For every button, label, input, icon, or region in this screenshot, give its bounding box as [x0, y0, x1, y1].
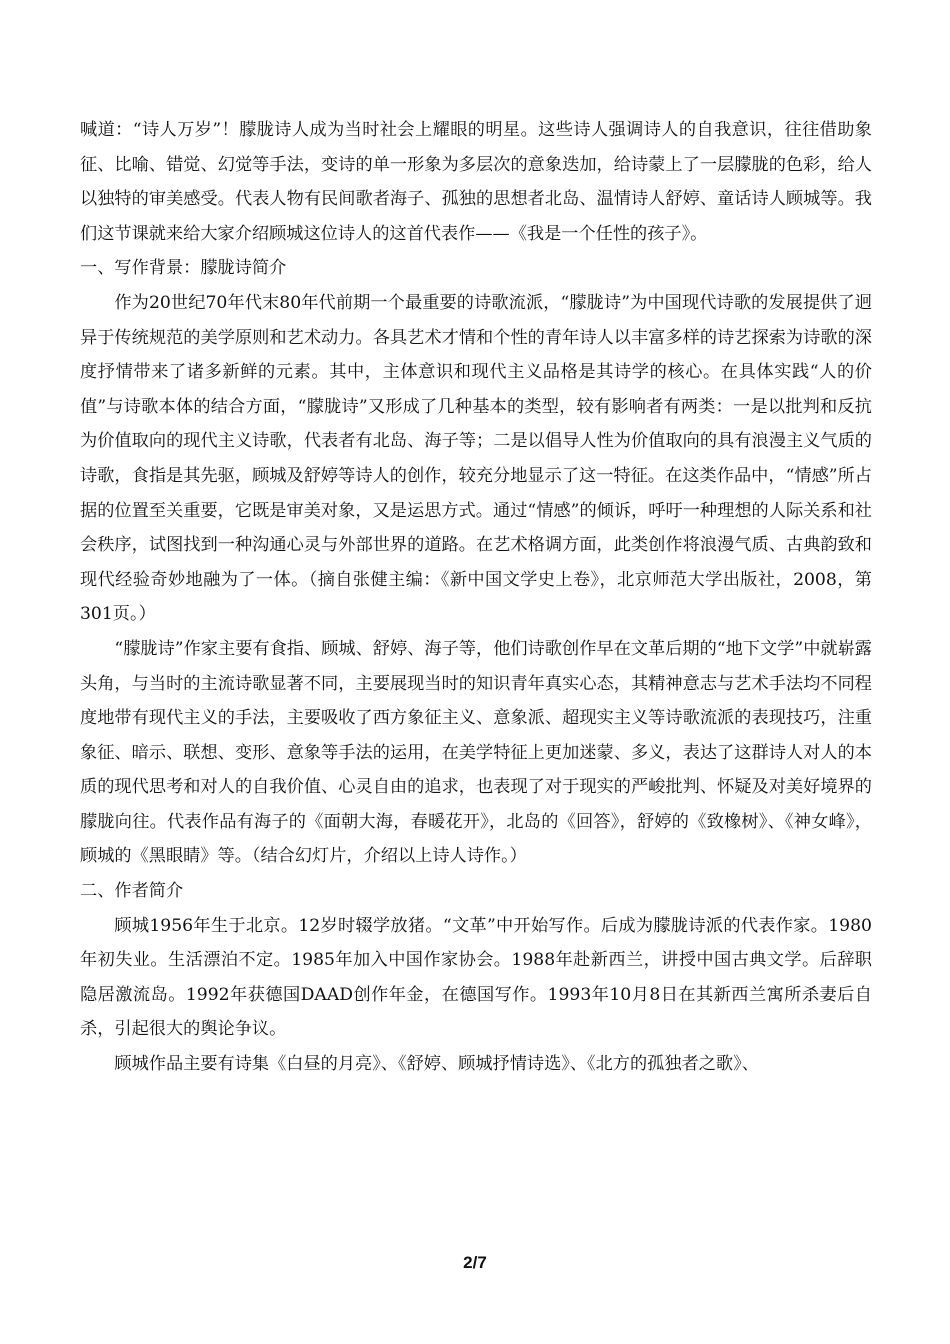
document-body — [80, 113, 872, 1082]
paragraph-intro-continued: 喊道：“诗人万岁”！朦胧诗人成为当时社会上耀眼的明星。这些诗人强调诗人的自我意识，往往借助象征、比喻、错觉、幻觉等手法，变诗的单一形象为多层次的意象迭加，给诗蒙上了一层朦胧的色彩，给人以独特的审美感受。代表人物有民间歌者海子、孤独的思想者北岛、温情诗人舒婷、童话诗人顾城等。我们这节课就来给大家介绍顾城这位诗人的这首代表作——《我是一个任性的孩子》。 — [80, 120, 872, 244]
paragraph-menglong-definition: 作为20世纪70年代末80年代前期一个最重要的诗歌流派，“朦胧诗”为中国现代诗歌的发展提供了迥异于传统规范的美学原则和艺术动力。各具艺术才情和个性的青年诗人以丰富多样的诗艺探索为诗歌的深度抒情带来了诸多新鲜的元素。其中，主体意识和现代主义品格是其诗学的核心。在具体实践“人的价值”与诗歌本体的结合方面，“朦胧诗”又形成了几种基本的类型，较有影响者有两类：一是以批判和反抗为价值取向的现代主义诗歌，代表者有北岛、海子等；二是以倡导人性为价值取向的具有浪漫主义气质的诗歌，食指是其先驱，顾城及舒婷等诗人的创作，较充分地显示了这一特征。在这类作品中，“情感”所占据的位置至关重要，它既是审美对象，又是运思方式。通过“情感”的倾诉，呼吁一种理想的人际关系和社会秩序，试图找到一种沟通心灵与外部世界的道路。在艺术格调方面，此类创作将浪漫气质、古典韵致和现代经验奇妙地融为了一体。（摘自张健主编：《新中国文学史上卷》，北京师范大学出版社，2008，第301页。） — [80, 292, 872, 625]
paragraph-menglong-poets: “朦胧诗”作家主要有食指、顾城、舒婷、海子等，他们诗歌创作早在文革后期的“地下文学”中就崭露头角，与当时的主流诗歌显著不同，主要展现当时的知识青年真实心态，其精神意志与艺术手法均不同程度地带有现代主义的手法，主要吸收了西方象征主义、意象派、超现实主义等诗歌流派的表现技巧，注重象征、暗示、联想、变形、意象等手法的运用，在美学特征上更加迷蒙、多义，表达了这群诗人对人的本质的现代思考和对人的自我价值、心灵自由的追求，也表现了对于现实的严峻批判、怀疑及对美好境界的朦胧向往。代表作品有海子的《面朝大海，春暖花开》，北岛的《回答》，舒婷的《致橡树》、《神女峰》，顾城的《黑眼睛》等。（结合幻灯片，介绍以上诗人诗作。） — [80, 638, 872, 867]
paragraph-author-bio: 顾城1956年生于北京。12岁时辍学放猪。“文革”中开始写作。后成为朦胧诗派的代表作家。1980年初失业。生活漂泊不定。1985年加入中国作家协会。1988年赴新西兰，讲授中国古典文学。后辞职隐居激流岛。1992年获德国DAAD创作年金，在德国写作。1993年10月8日在其新西兰寓所杀妻后自杀，引起很大的舆论争议。 — [80, 915, 872, 1040]
paragraph-author-works: 顾城作品主要有诗集《白昼的月亮》、《舒婷、顾城抒情诗选》、《北方的孤独者之歌》、 — [114, 1054, 759, 1075]
section-heading-background: 一、写作背景：朦胧诗简介 — [80, 258, 287, 279]
section-heading-author: 二、作者简介 — [80, 881, 184, 902]
page-number: 2/7 — [463, 1253, 487, 1272]
